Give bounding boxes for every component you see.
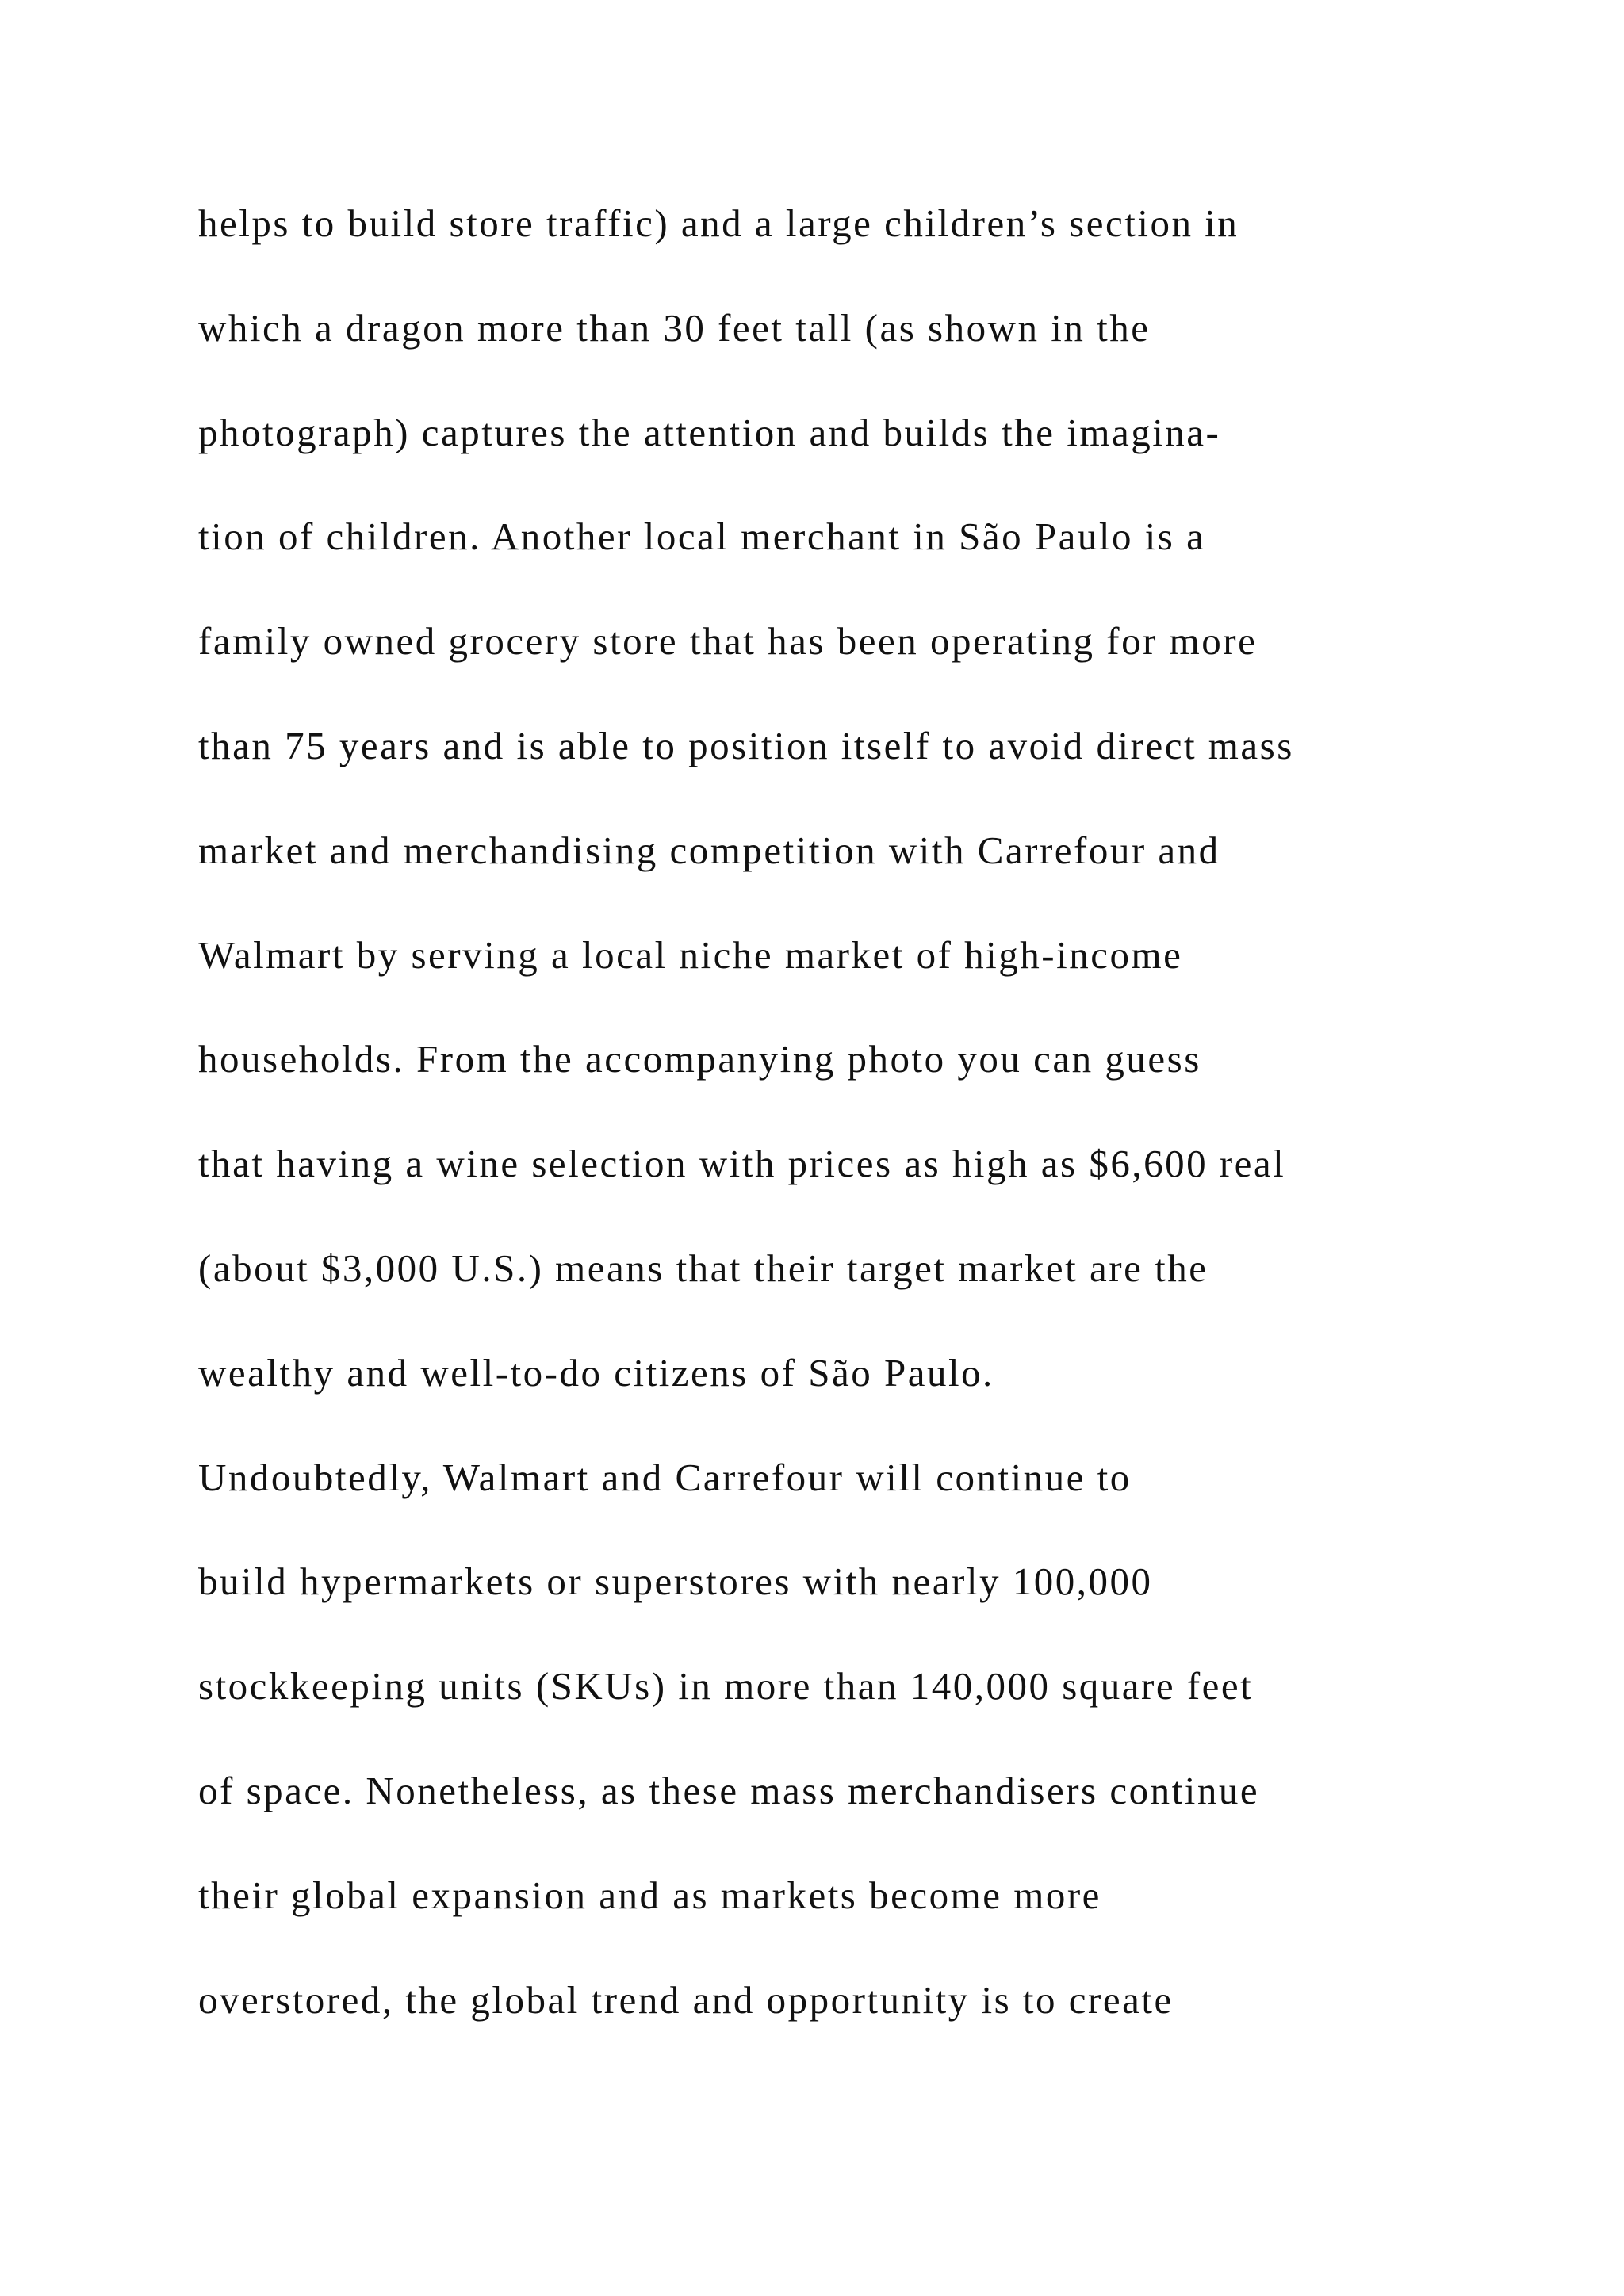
text-line: market and merchandising competition with Carrefour and xyxy=(198,828,1220,872)
text-line: Walmart by serving a local niche market of high-income xyxy=(198,932,1183,977)
text-line: (about $3,000 U.S.) means that their target market are the xyxy=(198,1246,1208,1290)
text-line: wealthy and well-to-do citizens of São Paulo. xyxy=(198,1350,994,1395)
text-line: family owned grocery store that has been operating for more xyxy=(198,619,1258,664)
body-text xyxy=(198,184,1546,2064)
text-line: than 75 years and is able to position itself to avoid direct mass xyxy=(198,723,1294,767)
text-line: that having a wine selection with prices as high as $6,600 real xyxy=(198,1142,1286,1186)
text-line: overstored, the global trend and opportunity is to create xyxy=(198,1977,1174,2022)
text-line: Undoubtedly, Walmart and Carrefour will continue to xyxy=(198,1455,1132,1499)
text-line: photograph) captures the attention and builds the imagina- xyxy=(198,410,1221,454)
text-line: helps to build store traffic) and a large children’s section in xyxy=(198,201,1239,245)
text-line: build hypermarkets or superstores with nearly 100,000 xyxy=(198,1559,1153,1604)
text-line: stockkeeping units (SKUs) in more than 140,000 square feet xyxy=(198,1664,1254,1709)
text-line: which a dragon more than 30 feet tall (as shown in the xyxy=(198,305,1151,350)
text-line: households. From the accompanying photo you can guess xyxy=(198,1037,1201,1081)
text-line: their global expansion and as markets become more xyxy=(198,1873,1101,1917)
text-line: of space. Nonetheless, as these mass merchandisers continue xyxy=(198,1768,1260,1812)
text-line: tion of children. Another local merchant in São Paulo is a xyxy=(198,515,1206,559)
